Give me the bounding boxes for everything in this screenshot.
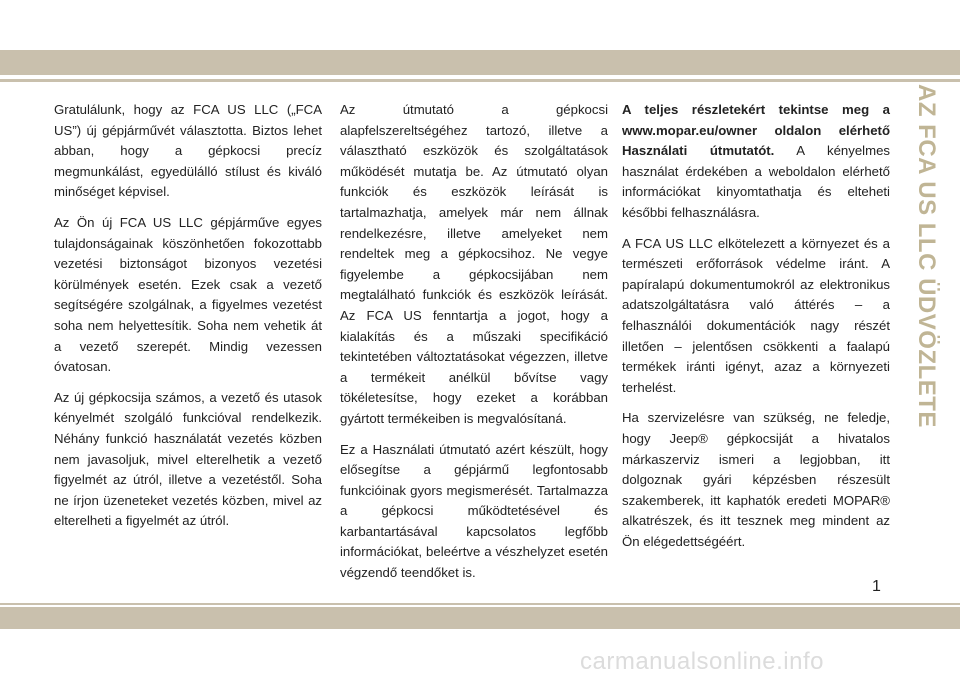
paragraph: Ha szervizelésre van szükség, ne feledje, hogy Jeep® gépkocsiját a hivatalos márkaszerviz ismeri a legjobban, itt dolgoznak gyári képzésben részesült szakemberek, itt kaphatók eredeti MOPAR® alkatrészek, és itt tesznek meg mindent az Ön elégedettségéért. — [622, 410, 890, 549]
page-number: 1 — [872, 578, 881, 595]
watermark: carmanualsonline.info — [580, 648, 824, 675]
text-column-2 — [340, 100, 608, 594]
header-rule — [0, 79, 960, 82]
footer-rule — [0, 603, 960, 605]
paragraph-text: A kényelmes használat érdekében a weboldalon elérhető információkat kinyomtathatja és elteheti későbbi felhasználásra. — [622, 143, 891, 220]
footer-band — [0, 607, 960, 629]
paragraph: Az Ön új FCA US LLC gépjárműve egyes tulajdonságainak köszönhetően fokozottabb vezetési biztonságot bizonyos vezetési körülmények esetén. Ezek csak a vezető segítségére szolgálnak, a figyelmes vezetést soha nem helyettesítik. Soha nem vehetik át a vezető szerepét. Mindig vezessen óvatosan. — [54, 214, 322, 375]
paragraph — [622, 100, 890, 224]
paragraph: A FCA US LLC elkötelezett a környezet és a természeti erőforrások védelme iránt. A papíralapú dokumentumokról az elektronikus adatszolgáltatásra való áttérés – a felhasználói dokumentációk nagy részét illetően – jelentősen csökkenti a faalapú termékek iránti igényt, azaz a környezeti terhelést. — [622, 235, 890, 395]
text-column-1 — [54, 100, 322, 542]
paragraph: Gratulálunk, hogy az FCA US LLC („FCA US”) új gépjárművét választotta. Biztos lehet abban, hogy a gépkocsi precíz megmunkálást, egyedülálló stílust és kiváló minőséget képvisel. — [54, 102, 322, 200]
paragraph: Az útmutató a gépkocsi alapfelszereltségéhez tartozó, illetve a választható eszközök és szolgáltatások működését mutatja be. Az útmutató olyan funkciók és eszközök leírását is tartalmazhatja, amelyek már nem állnak rendelkezésre, illetve amelyeket nem rendeltek meg a gépkocsihoz. Ne vegye figyelembe a gépkocsijában nem megtalálható funkciók és eszközök leírását. Az FCA US fenntartja a jogot, hogy a kialakítás és a műszaki specifikáció tekintetében változtatásokat végezzen, illetve a termékeit anélkül bővítse vagy tökéletesítse, hogy ezeket a korábban gyártott termékeiben is megvalósítaná. — [340, 102, 608, 426]
paragraph: Ez a Használati útmutató azért készült, hogy elősegítse a gépjármű legfontosabb funkcióinak gyors megismerését. Tartalmazza a gépkocsi működtetésével és karbantartásával kapcsolatos legfőbb információkat, beleértve a vészhelyzet esetén végzendő teendőket is. — [340, 441, 608, 581]
emphasis-text: A teljes részletekért tekintse meg a www.mopar.eu/owner oldalon elérhető Használati útmutatót. — [622, 102, 890, 159]
header-band — [0, 50, 960, 75]
paragraph: Az új gépkocsija számos, a vezető és utasok kényelmét szolgáló funkcióval rendelkezik. Néhány funkció használatát vezetés közben nem javasoljuk, mivel elterelhetik a vezető figyelmét az útról, illetve a vezetéstől. Soha ne írjon üzeneteket vezetés közben, mivel az elterelheti a figyelmét az útról. — [54, 389, 322, 529]
text-column-3 — [622, 100, 890, 562]
chapter-side-title: AZ FCA US LLC ÜDVÖZLETE — [913, 84, 940, 428]
